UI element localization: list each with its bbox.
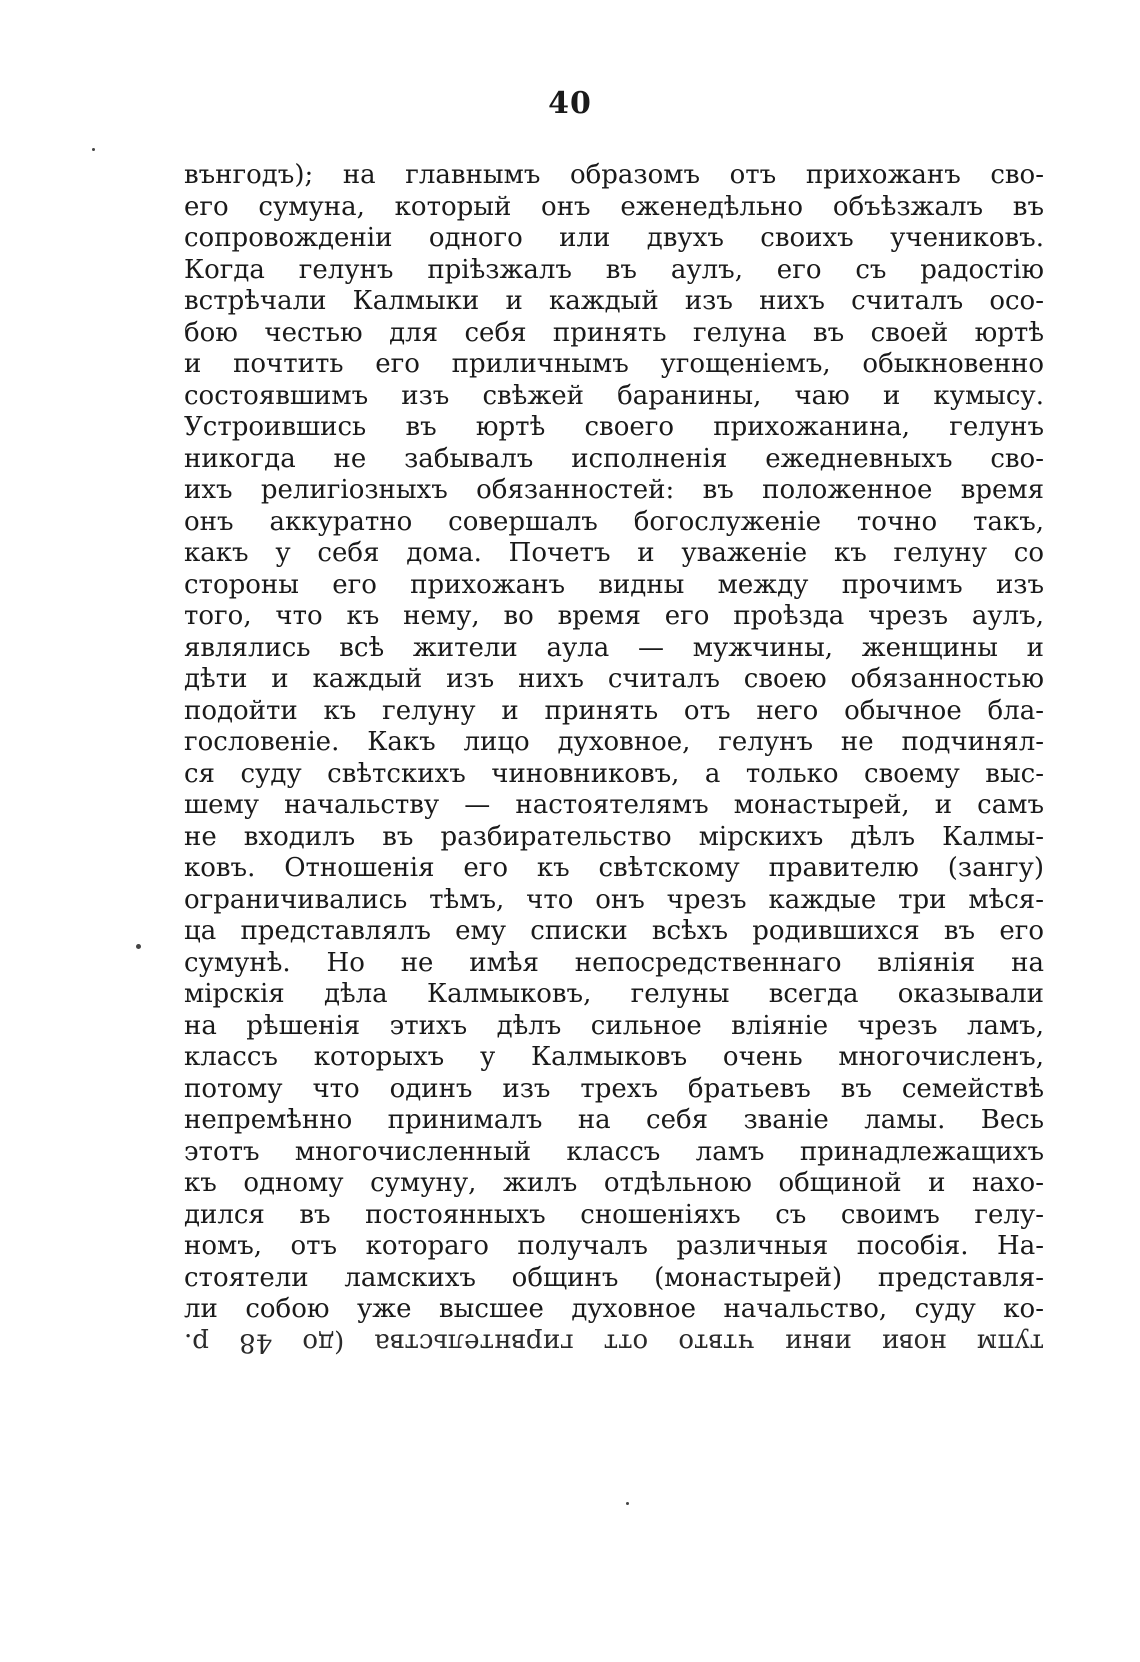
text-line: къ одному сумуну, жилъ отдѣльною общиной и нахо- — [184, 1168, 1044, 1198]
print-speck — [626, 1502, 629, 1505]
text-line: Устроившись въ юртѣ своего прихожанина, гелунъ — [184, 412, 1044, 442]
text-line: никогда не забывалъ исполненія ежедневныхъ сво- — [184, 443, 1044, 474]
text-line: вънгодъ); на главнымъ образомъ отъ прихожанъ сво- — [184, 160, 1044, 190]
text-line: ограничивались тѣмъ, что онъ чрезъ каждые три мѣся- — [184, 884, 1044, 915]
page-number: 40 — [548, 86, 592, 121]
text-line: на рѣшенія этихъ дѣлъ сильное вліяніе чрезъ ламъ, — [184, 1010, 1044, 1041]
text-line: дился въ постоянныхъ сношеніяхъ съ своимъ гелу- — [184, 1199, 1044, 1230]
text-line: онъ аккуратно совершалъ богослуженіе точно такъ, — [184, 506, 1044, 537]
text-line: стороны его прихожанъ видны между прочимъ изъ — [184, 569, 1044, 600]
text-line: стоятели ламскихъ общинъ (монастырей) представля- — [184, 1262, 1044, 1293]
text-line: его сумуна, который онъ еженедѣльно объѣзжалъ въ — [184, 191, 1044, 222]
text-line: не входилъ въ разбирательство мірскихъ дѣлъ Калмы- — [184, 821, 1044, 852]
text-line: классъ которыхъ у Калмыковъ очень многочисленъ, — [184, 1042, 1044, 1072]
text-line: подойти къ гелуну и принять отъ него обычное бла- — [184, 695, 1044, 726]
text-line: какъ у себя дома. Почетъ и уваженіе къ гелуну со — [184, 538, 1044, 568]
text-line: номъ, отъ котораго получалъ различныя пособія. На- — [184, 1231, 1044, 1261]
text-line: ли собою уже высшее духовное начальство, суду ко- — [184, 1294, 1044, 1324]
text-line: потому что одинъ изъ трехъ братьевъ въ семействѣ — [184, 1073, 1044, 1104]
text-line: встрѣчали Калмыки и каждый изъ нихъ считалъ осо- — [184, 286, 1044, 316]
text-line: шему начальству — настоятелямъ монастырей, и самъ — [184, 790, 1044, 820]
text-line: этотъ многочисленный классъ ламъ принадлежащихъ — [184, 1136, 1044, 1167]
text-line: состоявшимъ изъ свѣжей баранины, чаю и кумысу. — [184, 380, 1044, 411]
print-speck — [136, 944, 141, 949]
text-line: непремѣнно принималъ на себя званіе ламы. Весь — [184, 1105, 1044, 1135]
text-line: гословеніе. Какъ лицо духовное, гелунъ не подчинял- — [184, 727, 1044, 757]
text-line: Когда гелунъ пріѣзжалъ въ аулъ, его съ радостію — [184, 254, 1044, 285]
text-line: сумунѣ. Но не имѣя непосредственнаго вліянія на — [184, 947, 1044, 978]
text-line: и почтить его приличнымъ угощеніемъ, обыкновенно — [184, 349, 1044, 379]
text-line: ковъ. Отношенія его къ свѣтскому правителю (зангу) — [184, 853, 1044, 883]
text-line: являлись всѣ жители аула — мужчины, женщины и — [184, 632, 1044, 663]
body-text — [184, 160, 1044, 1357]
text-line: того, что къ нему, во время его проѣзда чрезъ аулъ, — [184, 601, 1044, 631]
text-line: ца представлялъ ему списки всѣхъ родившихся въ его — [184, 916, 1044, 946]
text-line: сопровожденіи одного или двухъ своихъ учениковъ. — [184, 223, 1044, 253]
text-line: мірскія дѣла Калмыковъ, гелуны всегда оказывали — [184, 979, 1044, 1009]
text-line: дѣти и каждый изъ нихъ считалъ своею обязанностью — [184, 664, 1044, 694]
text-line: ся суду свѣтскихъ чиновниковъ, а только своему выс- — [184, 758, 1044, 789]
text-line: ихъ религіозныхъ обязанностей: въ положенное время — [184, 475, 1044, 505]
print-speck — [92, 148, 95, 151]
text-line: бою честью для себя принять гелуна въ своей юртѣ — [184, 317, 1044, 348]
text-line-mirrored: тупм нови ивни чтвто отт гирвнтельства (до 48 р. — [184, 1327, 1044, 1357]
